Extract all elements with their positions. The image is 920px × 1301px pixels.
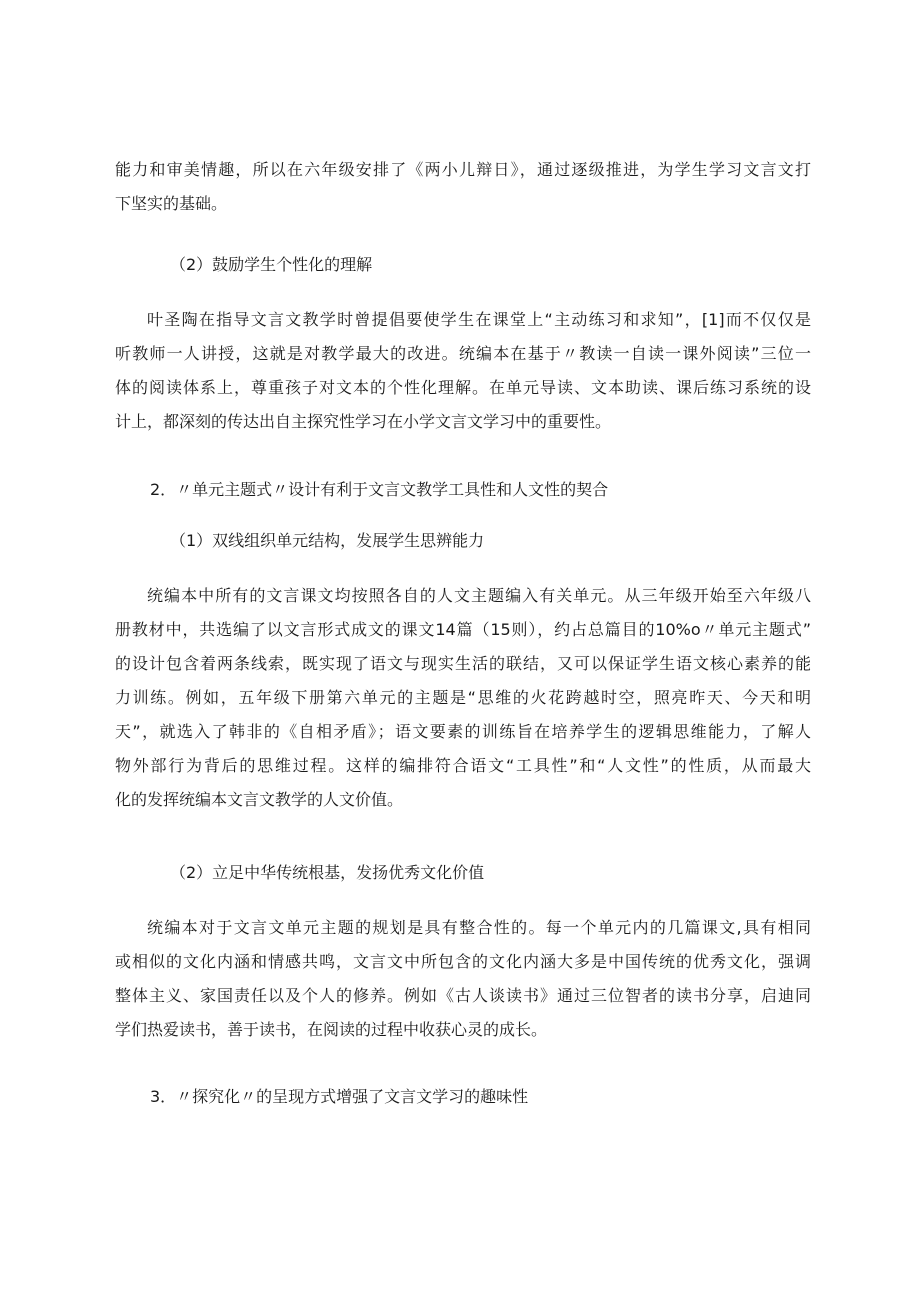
paragraph-line: 听教师一人讲授，这就是对教学最大的改进。统编本在基于〃教读一自读一课外阅读”三位一: [115, 344, 811, 363]
paragraph-line: 天”，就选入了韩非的《自相矛盾》；语文要素的训练旨在培养学生的逻辑思维能力，了解人: [115, 722, 811, 741]
paragraph-line: 册教材中，共选编了以文言形式成文的课文14篇（15则），约占总篇目的10%o〃单元主题式”: [115, 620, 811, 639]
paragraph-line: 学们热爱读书，善于读书，在阅读的过程中收获心灵的成长。: [115, 1020, 548, 1039]
section-heading-2: 2．〃单元主题式〃设计有利于文言文教学工具性和人文性的契合: [150, 480, 609, 499]
paragraph-line: 的设计包含着两条线索，既实现了语文与现实生活的联结，又可以保证学生语文核心素养的能: [115, 654, 811, 673]
paragraph-line: 物外部行为背后的思维过程。这样的编排符合语文“工具性”和“人文性”的性质，从而最大: [115, 756, 811, 775]
section-heading-3: 3．〃探究化〃的呈现方式增强了文言文学习的趣味性: [150, 1087, 529, 1106]
paragraph-line: 力训练。例如，五年级下册第六单元的主题是“思维的火花跨越时空，照亮昨天、今天和明: [115, 688, 811, 707]
subheading-2-1: （1）双线组织单元结构，发展学生思辨能力: [170, 531, 485, 550]
subheading-2-2: （2）鼓励学生个性化的理解: [170, 255, 373, 274]
paragraph-line: 统编本中所有的文言课文均按照各自的人文主题编入有关单元。从三年级开始至六年级八: [147, 586, 811, 605]
subheading-2-2b: （2）立足中华传统根基，发扬优秀文化价值: [170, 863, 485, 882]
paragraph-line: 叶圣陶在指导文言文教学时曾提倡要使学生在课堂上“主动练习和求知”，[1]而不仅仅是: [147, 310, 811, 329]
paragraph-traditional-culture: [115, 911, 811, 1047]
paragraph-dual-line-structure: [115, 579, 811, 817]
paragraph-line: 计上，都深刻的传达出自主探究性学习在小学文言文学习中的重要性。: [115, 412, 612, 431]
paragraph-line: 能力和审美情趣，所以在六年级安排了《两小儿辩日》，通过逐级推进，为学生学习文言文打: [115, 160, 811, 179]
paragraph-intro: [115, 153, 811, 221]
paragraph-individual-understanding: [115, 303, 811, 439]
paragraph-line: 体的阅读体系上，尊重孩子对文本的个性化理解。在单元导读、文本助读、课后练习系统的设: [115, 378, 811, 397]
paragraph-line: 统编本对于文言文单元主题的规划是具有整合性的。每一个单元内的几篇课文,具有相同: [147, 918, 811, 937]
paragraph-line: 或相似的文化内涵和情感共鸣，文言文中所包含的文化内涵大多是中国传统的优秀文化，强调: [115, 952, 811, 971]
paragraph-line: 化的发挥统编本文言文教学的人文价值。: [115, 790, 404, 809]
paragraph-line: 下坚实的基础。: [115, 194, 228, 213]
paragraph-line: 整体主义、家国责任以及个人的修养。例如《古人谈读书》通过三位智者的读书分享，启迪同: [115, 986, 811, 1005]
